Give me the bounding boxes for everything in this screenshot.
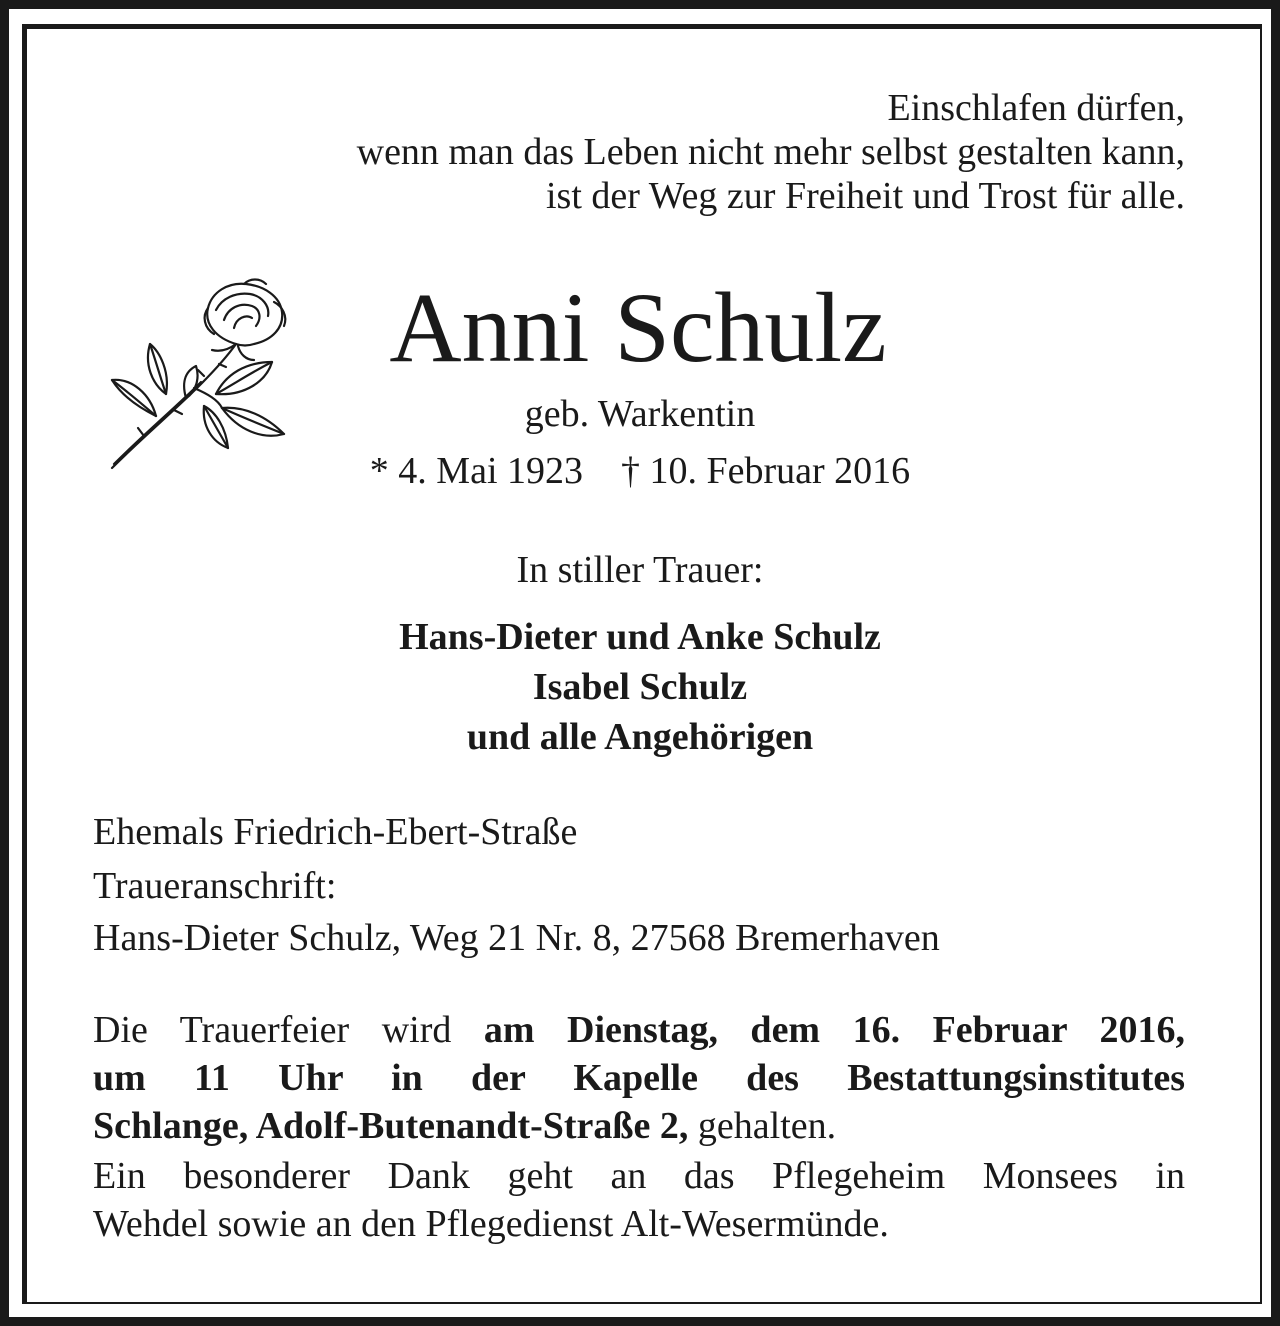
mourners-list: [0, 612, 1280, 762]
thanks-line-2: Wehdel sowie an den Pflegedienst Alt-Wesermünde.: [93, 1203, 889, 1245]
thanks-notice: [93, 1152, 1185, 1248]
motto: [185, 86, 1185, 218]
correspondence-address: [93, 860, 1185, 964]
ceremony-notice: [93, 1006, 1185, 1150]
thanks-line-1: Ein besonderer Dank geht an das Pflegeheim Monsees in: [93, 1155, 1185, 1197]
ceremony-intro: Die Trauerfeier wird: [93, 1009, 484, 1051]
ceremony-time-place: um 11 Uhr in der Kapelle des Bestattungsinstitutes: [93, 1057, 1185, 1099]
correspondence-label: Traueranschrift:: [93, 865, 337, 907]
motto-line-1: Einschlafen dürfen,: [887, 87, 1185, 129]
mourner: Hans-Dieter und Anke Schulz: [399, 616, 881, 658]
ceremony-line-2: [93, 1054, 1185, 1102]
ceremony-outro: gehalten.: [688, 1105, 837, 1147]
correspondence-text: Hans-Dieter Schulz, Weg 21 Nr. 8, 27568 Bremerhaven: [93, 917, 940, 959]
ceremony-date: am Dienstag, dem 16. Februar 2016,: [483, 1009, 1185, 1051]
maiden-name: geb. Warkentin: [524, 393, 756, 435]
mourner: und alle Angehörigen: [466, 716, 814, 758]
life-dates: * 4. Mai 1923 † 10. Februar 2016: [369, 450, 911, 492]
ceremony-line-1: [93, 1006, 1185, 1054]
motto-line-2: wenn man das Leben nicht mehr selbst gestalten kann,: [356, 131, 1185, 173]
motto-line-3: ist der Weg zur Freiheit und Trost für alle.: [546, 175, 1185, 217]
deceased-name-text: Anni Schulz: [389, 272, 887, 383]
deceased-name: [0, 268, 1280, 388]
ceremony-line-3: [93, 1102, 1185, 1150]
mourning-label: In stiller Trauer:: [516, 549, 764, 591]
ceremony-location: Schlange, Adolf-Butenandt-Straße 2,: [93, 1105, 689, 1147]
mourner: Isabel Schulz: [532, 666, 748, 708]
former-address: Ehemals Friedrich-Ebert-Straße: [93, 811, 578, 853]
